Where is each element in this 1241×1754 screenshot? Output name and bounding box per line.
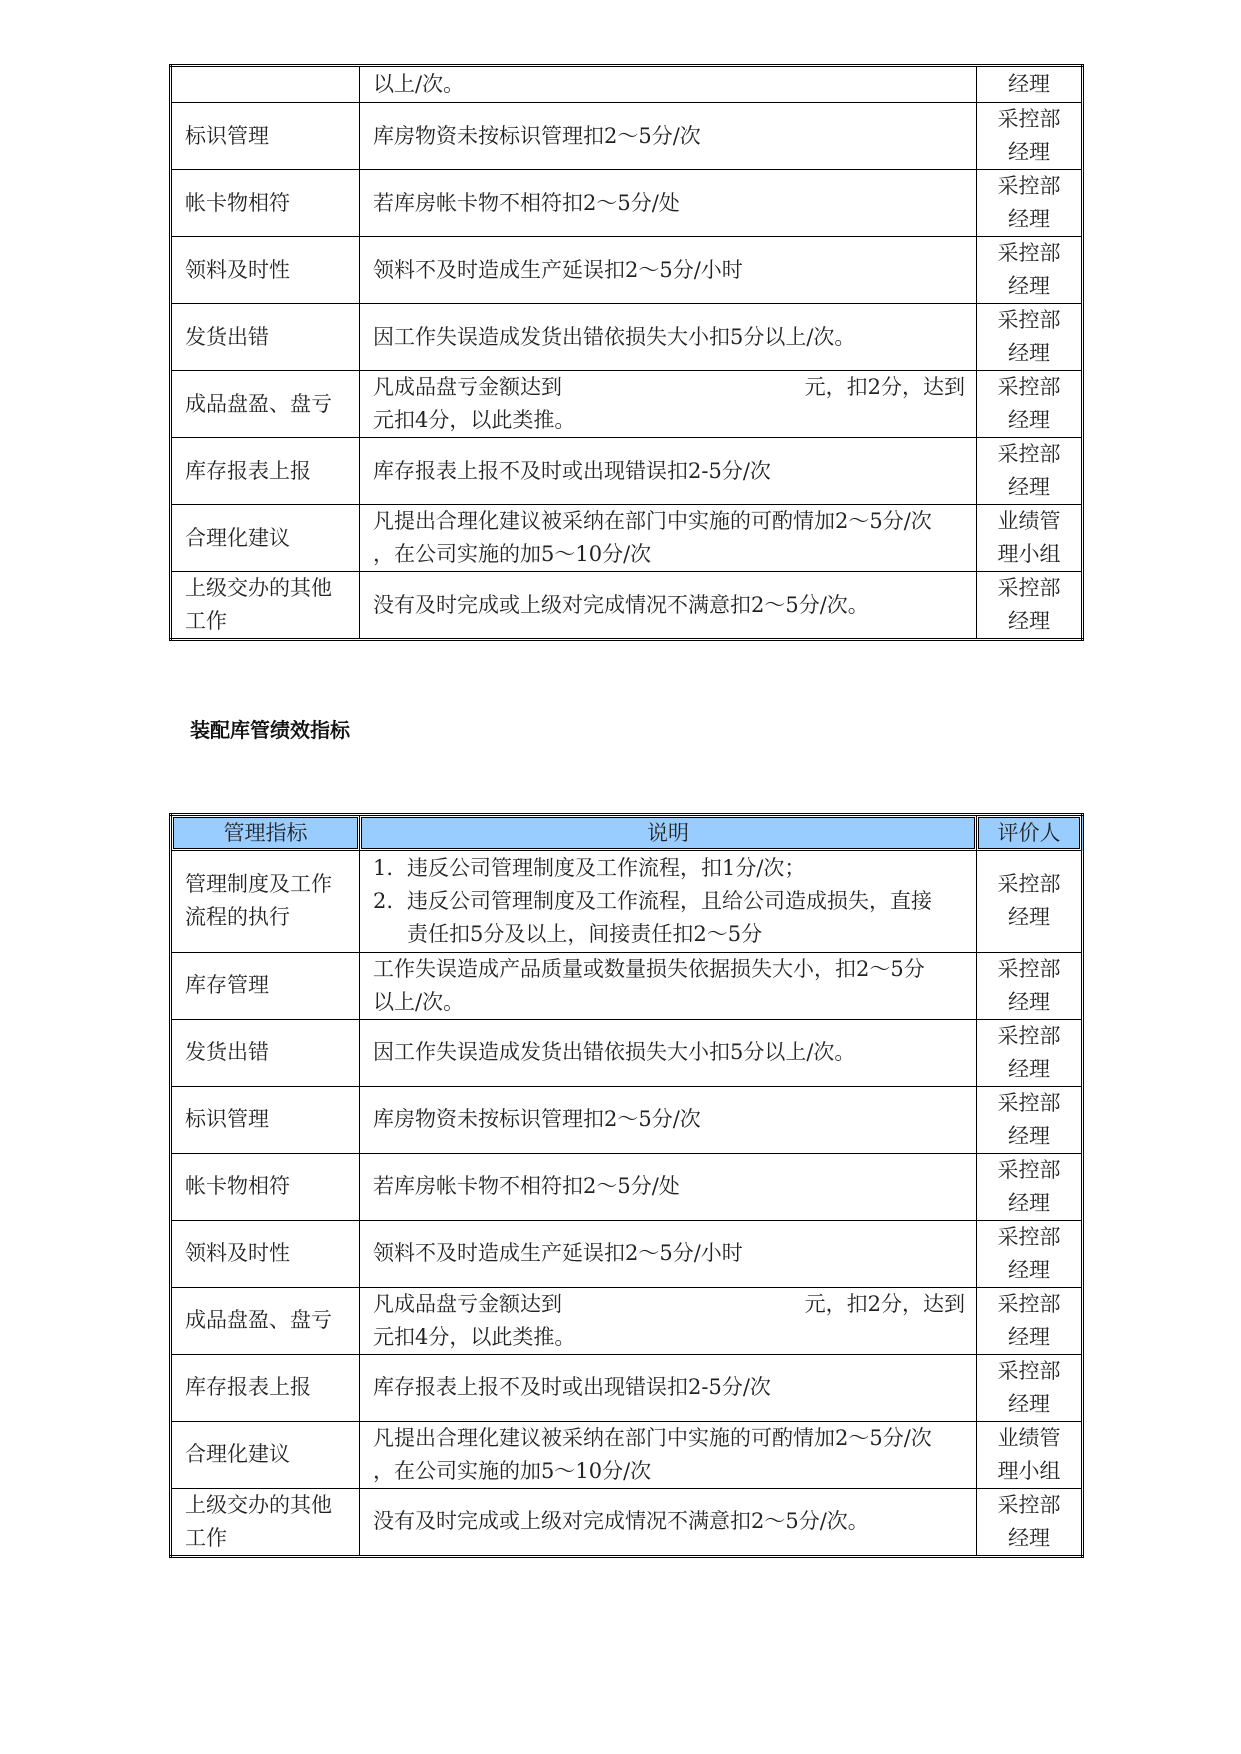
evaluator-text: 采控部 [997,956,1061,981]
evaluator-text: 经理 [1008,989,1050,1014]
evaluator-cell [977,1086,1083,1153]
evaluator-text: 采控部 [997,1492,1061,1517]
description-cell [360,851,977,953]
description-cell [360,1287,977,1354]
evaluator-cell [977,1421,1083,1488]
evaluator-text: 经理 [1008,72,1050,96]
evaluator-text: 经理 [1008,1324,1050,1349]
indicator-cell [171,1488,360,1556]
evaluator-text: 经理 [1008,207,1050,231]
list-number: 1. [373,855,394,880]
description-cell [360,572,977,640]
indicator-text: 管理制度及工作 [185,872,332,897]
list-item [373,852,976,885]
description-cell [360,952,977,1019]
assembly-warehouse-kpi-table [169,813,1084,1558]
description-text: 以上/次。 [373,989,465,1014]
list-text-line: 责任扣5分及以上，间接责任扣2～5分 [407,921,763,946]
evaluator-text: 理小组 [997,542,1061,566]
indicator-text: 帐卡物相符 [185,190,290,215]
evaluator-cell [977,1220,1083,1287]
list-item-text [407,852,976,885]
description-text-right: 元，扣2分，达到 [804,375,965,399]
evaluator-text: 业绩管 [997,509,1061,533]
indicator-text: 标识管理 [185,1107,269,1131]
indicator-cell [171,572,360,640]
indicator-text: 领料及时性 [185,257,290,282]
evaluator-cell [977,237,1083,304]
table-row [171,237,1083,304]
list-text-line: 违反公司管理制度及工作流程，且给公司造成损失，直接 [407,888,932,913]
description-cell [360,103,977,170]
evaluator-text: 经理 [1008,609,1050,633]
indicator-cell [171,1019,360,1086]
description-text: 元扣4分，以此类推。 [373,408,576,432]
indicator-text: 帐卡物相符 [185,1174,290,1198]
description-text-left: 凡成品盘亏金额达到 [373,375,562,399]
indicator-cell [171,1421,360,1488]
indicator-cell [171,505,360,572]
indicator-text: 工作 [185,609,227,633]
evaluator-text: 采控部 [997,1023,1061,1048]
indicator-cell [171,170,360,237]
evaluator-cell [977,304,1083,371]
description-text: 库房物资未按标识管理扣2～5分/次 [373,123,701,148]
warehouse-kpi-table-continued [169,64,1084,641]
description-cell [360,170,977,237]
description-text-right: 元，扣2分，达到 [804,1291,965,1316]
indicator-text: 库存管理 [185,973,269,997]
evaluator-cell [977,1488,1083,1556]
description-cell [360,1086,977,1153]
evaluator-cell [977,851,1083,953]
description-text: ，在公司实施的加5～10分/次 [373,542,652,566]
evaluator-cell [977,170,1083,237]
evaluator-text: 采控部 [997,1090,1061,1115]
evaluator-text: 采控部 [997,107,1061,131]
table-row [171,572,1083,640]
indicator-text: 上级交办的其他 [185,1492,332,1517]
evaluator-text: 采控部 [997,1358,1061,1383]
indicator-text: 工作 [185,1525,227,1550]
description-text: 若库房帐卡物不相符扣2～5分/处 [373,190,680,215]
description-cell [360,505,977,572]
evaluator-cell [977,1287,1083,1354]
table-body [171,851,1083,1557]
list-text-line: 违反公司管理制度及工作流程，扣1分/次； [407,855,806,880]
indicator-text: 发货出错 [185,1040,269,1064]
indicator-text: 合理化建议 [185,525,290,550]
description-cell [360,438,977,505]
indicator-cell [171,237,360,304]
evaluator-text: 经理 [1008,1190,1050,1215]
description-cell [360,237,977,304]
indicator-text: 标识管理 [185,123,269,148]
table-row [171,505,1083,572]
description-text: 没有及时完成或上级对完成情况不满意扣2～5分/次。 [373,1509,869,1533]
indicator-text: 库存报表上报 [185,1375,311,1399]
indicator-text: 流程的执行 [185,905,290,930]
indicator-cell [171,66,360,103]
evaluator-text: 经理 [1008,1391,1050,1416]
evaluator-text: 采控部 [997,1157,1061,1182]
evaluator-text: 采控部 [997,872,1061,897]
evaluator-cell [977,371,1083,438]
description-cell [360,66,977,103]
evaluator-text: 采控部 [997,576,1061,600]
description-text: 因工作失误造成发货出错依损失大小扣5分以上/次。 [373,1040,856,1064]
indicator-cell [171,1287,360,1354]
indicator-cell [171,1153,360,1220]
list-item-text [407,885,976,951]
table-row [171,1354,1083,1421]
description-text: 领料不及时造成生产延误扣2～5分/小时 [373,257,743,282]
description-text: 凡提出合理化建议被采纳在部门中实施的可酌情加2～5分/次 [373,509,932,533]
section-heading: 装配库管绩效指标 [190,718,350,742]
indicator-text: 领料及时性 [185,1241,290,1265]
evaluator-text: 经理 [1008,408,1050,432]
description-text: 库房物资未按标识管理扣2～5分/次 [373,1107,701,1131]
evaluator-text: 经理 [1008,1257,1050,1282]
evaluator-cell [977,438,1083,505]
evaluator-text: 业绩管 [997,1425,1061,1450]
indicator-text: 合理化建议 [185,1442,290,1466]
header-row [171,815,1083,851]
description-text: 若库房帐卡物不相符扣2～5分/处 [373,1174,680,1198]
evaluator-text: 采控部 [997,1291,1061,1316]
indicator-cell [171,304,360,371]
evaluator-text: 采控部 [997,375,1061,399]
evaluator-text: 经理 [1008,341,1050,365]
table-row [171,438,1083,505]
evaluator-text: 经理 [1008,274,1050,298]
table-row [171,1019,1083,1086]
description-text: 工作失误造成产品质量或数量损失依据损失大小，扣2～5分 [373,956,925,981]
indicator-cell [171,1220,360,1287]
table-row [171,851,1083,953]
evaluator-cell [977,1354,1083,1421]
evaluator-cell [977,1019,1083,1086]
evaluator-text: 采控部 [997,1224,1061,1249]
evaluator-cell [977,1153,1083,1220]
table-header [171,815,1083,851]
description-text: 库存报表上报不及时或出现错误扣2-5分/次 [373,1375,771,1399]
list-number: 2. [373,888,394,913]
indicator-cell [171,438,360,505]
description-text-split [373,371,976,404]
table-row [171,170,1083,237]
table-row [171,1421,1083,1488]
indicator-cell [171,103,360,170]
table-body [171,66,1083,640]
evaluator-text: 经理 [1008,140,1050,164]
evaluator-cell [977,505,1083,572]
evaluator-cell [977,952,1083,1019]
description-text: 以上/次。 [373,72,465,96]
table-row [171,66,1083,103]
description-cell [360,371,977,438]
description-text-split [373,1288,976,1321]
description-text: 元扣4分，以此类推。 [373,1324,576,1349]
evaluator-cell [977,66,1083,103]
list-item [373,885,976,951]
evaluator-text: 理小组 [997,1458,1061,1483]
header-indicator: 管理指标 [171,815,360,851]
indicator-text: 发货出错 [185,324,269,349]
indicator-text: 上级交办的其他 [185,576,332,600]
indicator-cell [171,1354,360,1421]
indicator-cell [171,1086,360,1153]
description-cell [360,1488,977,1556]
indicator-cell [171,371,360,438]
indicator-text: 库存报表上报 [185,458,311,483]
description-text: 因工作失误造成发货出错依损失大小扣5分以上/次。 [373,324,856,349]
description-cell [360,304,977,371]
evaluator-text: 采控部 [997,174,1061,198]
table-row [171,103,1083,170]
evaluator-text: 采控部 [997,442,1061,466]
description-text-left: 凡成品盘亏金额达到 [373,1291,562,1316]
description-cell [360,1153,977,1220]
evaluator-text: 采控部 [997,241,1061,265]
indicator-text: 成品盘盈、盘亏 [185,391,332,416]
indicator-text: 成品盘盈、盘亏 [185,1308,332,1332]
indicator-cell [171,851,360,953]
description-text: 没有及时完成或上级对完成情况不满意扣2～5分/次。 [373,592,869,617]
evaluator-text: 经理 [1008,905,1050,930]
evaluator-text: 经理 [1008,475,1050,499]
evaluator-text: 经理 [1008,1123,1050,1148]
description-cell [360,1220,977,1287]
table-row [171,371,1083,438]
evaluator-cell [977,103,1083,170]
evaluator-cell [977,572,1083,640]
evaluator-text: 采控部 [997,308,1061,332]
table-row [171,952,1083,1019]
description-cell [360,1354,977,1421]
description-text: 凡提出合理化建议被采纳在部门中实施的可酌情加2～5分/次 [373,1425,932,1450]
table-row [171,1153,1083,1220]
table-row [171,1287,1083,1354]
header-description: 说明 [360,815,977,851]
description-text: ，在公司实施的加5～10分/次 [373,1458,652,1483]
indicator-cell [171,952,360,1019]
table-row [171,1220,1083,1287]
evaluator-text: 经理 [1008,1056,1050,1081]
description-cell [360,1019,977,1086]
description-cell [360,1421,977,1488]
table-row [171,1086,1083,1153]
description-text: 领料不及时造成生产延误扣2～5分/小时 [373,1241,743,1265]
description-text: 库存报表上报不及时或出现错误扣2-5分/次 [373,458,771,483]
table-row [171,1488,1083,1556]
header-evaluator: 评价人 [977,815,1083,851]
table-row [171,304,1083,371]
evaluator-text: 经理 [1008,1525,1050,1550]
